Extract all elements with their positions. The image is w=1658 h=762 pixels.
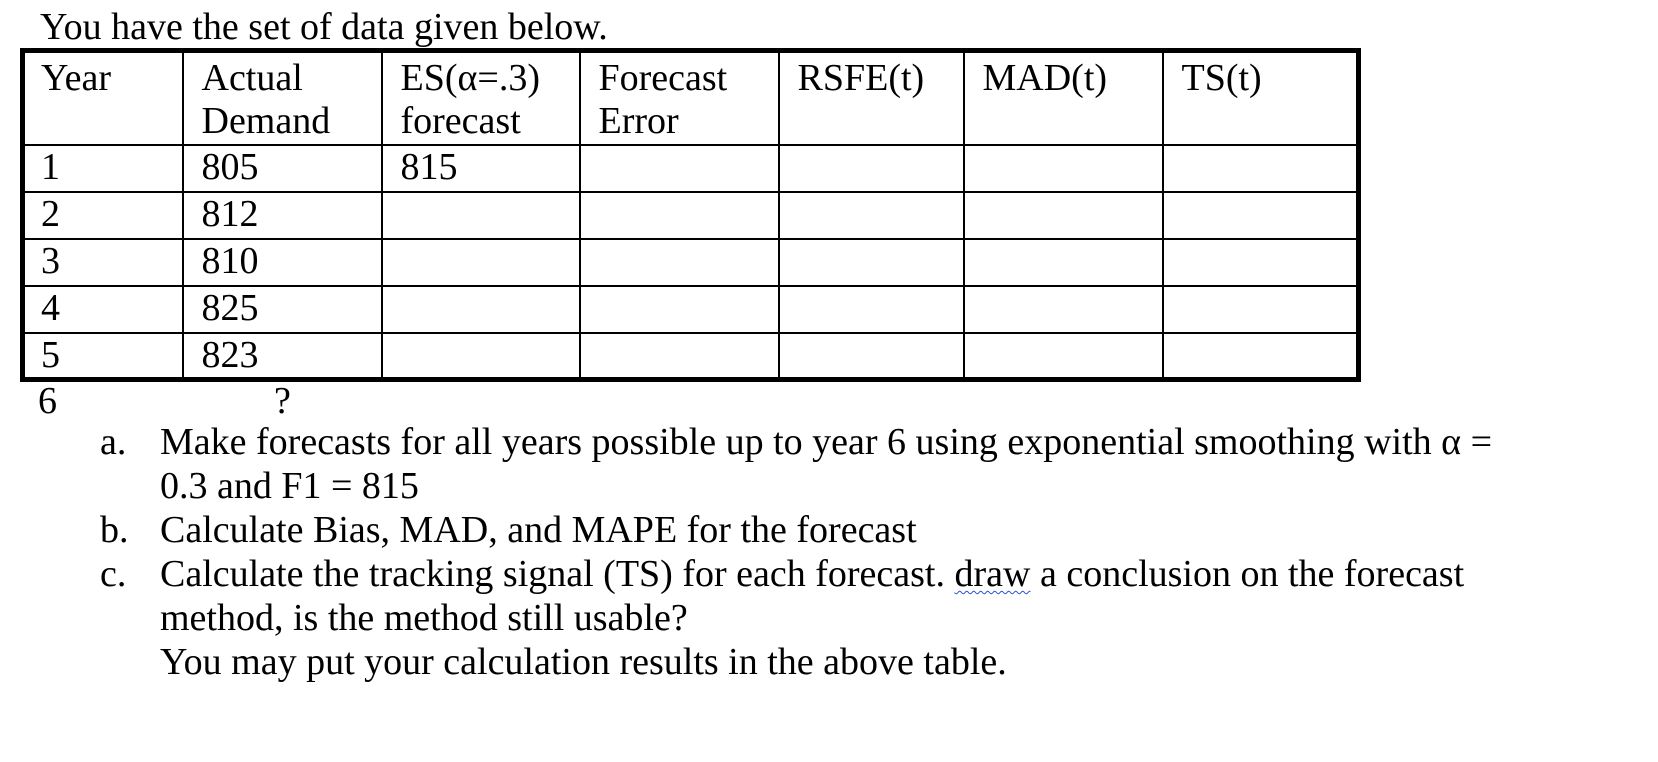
question-b-marker: b.: [100, 509, 129, 551]
cell-ts: [1163, 286, 1359, 333]
cell-forecast-error: [580, 286, 779, 333]
cell-rsfe: [779, 192, 964, 239]
calculation-note: You may put your calculation results in the above table.: [160, 641, 1007, 683]
table-row: [23, 286, 1359, 333]
question-a: [88, 420, 1608, 508]
question-a-marker: a.: [100, 421, 127, 463]
cell-year: 1: [23, 145, 183, 192]
header-ts: [1163, 51, 1359, 145]
question-list: [88, 420, 1608, 640]
cell-es-forecast: [382, 333, 580, 380]
cell-year: 3: [23, 239, 183, 286]
cell-forecast-error: [580, 333, 779, 380]
cell-ts: [1163, 239, 1359, 286]
cell-rsfe: [779, 286, 964, 333]
question-b-line1: Calculate Bias, MAD, and MAPE for the forecast: [160, 509, 917, 551]
table-row: [23, 333, 1359, 380]
cell-actual-demand: 810: [183, 239, 382, 286]
cell-forecast-error: [580, 145, 779, 192]
below-table-demand-unknown: ?: [274, 380, 291, 422]
cell-forecast-error: [580, 192, 779, 239]
intro-text: You have the set of data given below.: [40, 6, 608, 48]
question-c-line1: [160, 552, 1608, 596]
header-mad-label: MAD(t): [982, 57, 1108, 99]
question-c-text-before: Calculate the tracking signal (TS) for each forecast.: [160, 553, 955, 595]
header-mad: [964, 51, 1163, 145]
cell-ts: [1163, 145, 1359, 192]
below-table-year: 6: [38, 380, 57, 422]
header-es-forecast-line1: ES(α=.3): [400, 57, 540, 99]
cell-year: 2: [23, 192, 183, 239]
cell-mad: [964, 333, 1163, 380]
header-actual-demand: [183, 51, 382, 145]
question-b: [88, 508, 1608, 552]
cell-es-forecast: 815: [382, 145, 580, 192]
question-a-line1: Make forecasts for all years possible up to year 6 using exponential smoothing with α =: [160, 421, 1493, 463]
header-forecast-error: [580, 51, 779, 145]
header-actual-demand-line1: Actual: [201, 57, 303, 99]
header-year-label: Year: [41, 57, 112, 99]
cell-ts: [1163, 192, 1359, 239]
cell-year: 4: [23, 286, 183, 333]
header-es-forecast-line2: forecast: [400, 100, 521, 142]
header-forecast-error-line2: Error: [598, 100, 679, 142]
cell-actual-demand: 823: [183, 333, 382, 380]
cell-ts: [1163, 333, 1359, 380]
header-forecast-error-line1: Forecast: [598, 57, 728, 99]
question-c-line2: method, is the method still usable?: [160, 597, 688, 639]
cell-year: 5: [23, 333, 183, 380]
cell-mad: [964, 239, 1163, 286]
table-row: [23, 239, 1359, 286]
cell-actual-demand: 812: [183, 192, 382, 239]
cell-rsfe: [779, 239, 964, 286]
question-a-line2: 0.3 and F1 = 815: [160, 465, 419, 507]
header-es-forecast: [382, 51, 580, 145]
cell-actual-demand: 805: [183, 145, 382, 192]
question-c-text-after: a conclusion on the forecast: [1030, 553, 1465, 595]
header-year: [23, 51, 183, 145]
cell-rsfe: [779, 333, 964, 380]
data-table: [20, 48, 1361, 382]
table-row: [23, 145, 1359, 192]
header-rsfe-label: RSFE(t): [797, 57, 925, 99]
header-row: [23, 51, 1359, 145]
cell-forecast-error: [580, 239, 779, 286]
header-actual-demand-line2: Demand: [201, 100, 331, 142]
cell-actual-demand: 825: [183, 286, 382, 333]
cell-mad: [964, 145, 1163, 192]
cell-es-forecast: [382, 239, 580, 286]
question-c-marker: c.: [100, 553, 127, 595]
cell-mad: [964, 286, 1163, 333]
cell-rsfe: [779, 145, 964, 192]
header-ts-label: TS(t): [1181, 57, 1262, 99]
cell-es-forecast: [382, 192, 580, 239]
spellcheck-flagged-word[interactable]: draw: [954, 553, 1031, 595]
cell-mad: [964, 192, 1163, 239]
header-rsfe: [779, 51, 964, 145]
cell-es-forecast: [382, 286, 580, 333]
table-row: [23, 192, 1359, 239]
question-c: [88, 552, 1608, 640]
